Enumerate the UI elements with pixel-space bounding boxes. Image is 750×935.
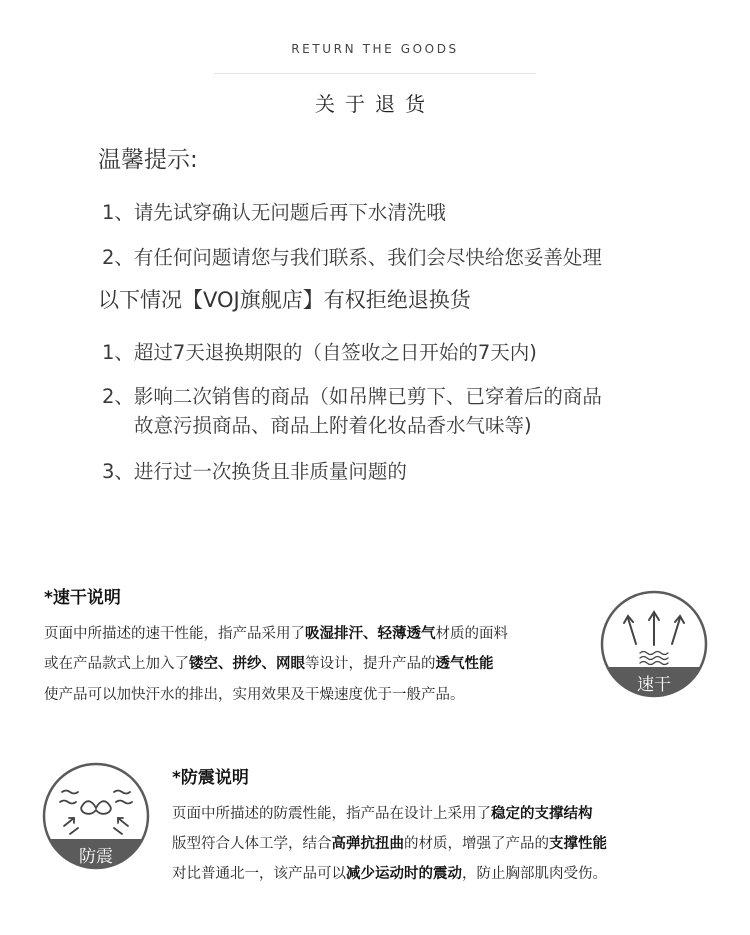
body-text: 的材质，增强了产品的 xyxy=(404,836,549,852)
body-text: 材质的面料 xyxy=(435,626,508,642)
emphasis-text: 稳定的支撑结构 xyxy=(491,806,593,822)
quick-dry-icon xyxy=(600,590,708,698)
tips-title: 温馨提示: xyxy=(98,147,198,173)
no-return-title: 以下情况【VOJ旗舰店】有权拒绝退换货 xyxy=(98,288,471,312)
tips-item: 1、请先试穿确认无问题后再下水清洗哦 xyxy=(102,201,446,224)
shockproof-icon-label: 防震 xyxy=(79,847,113,867)
emphasis-text: 支撑性能 xyxy=(549,836,607,852)
quick-dry-line xyxy=(44,683,465,704)
body-text: ，防止胸部肌肉受伤。 xyxy=(462,866,607,882)
emphasis-text: 减少运动时的震动 xyxy=(346,866,462,882)
shockproof-line xyxy=(172,832,607,853)
quick-dry-line xyxy=(44,652,494,673)
no-return-item-continued: 故意污损商品、商品上附着化妆品香水气味等) xyxy=(134,414,532,437)
emphasis-text: 吸湿排汗、轻薄透气 xyxy=(305,626,436,642)
header-divider xyxy=(214,73,536,74)
no-return-item: 3、进行过一次换货且非质量问题的 xyxy=(102,460,407,483)
emphasis-text: 镂空、拼纱、网眼 xyxy=(189,656,305,672)
quick-dry-title: *速干说明 xyxy=(44,588,121,608)
body-text: 或在产品款式上加入了 xyxy=(44,656,189,672)
body-text: 页面中所描述的速干性能，指产品采用了 xyxy=(44,626,305,642)
emphasis-text: 透气性能 xyxy=(435,656,494,672)
body-text: 页面中所描述的防震性能，指产品在设计上采用了 xyxy=(172,806,491,822)
emphasis-text: 高弹抗扭曲 xyxy=(331,836,404,852)
header-title-en: RETURN THE GOODS xyxy=(291,42,459,56)
no-return-item: 1、超过7天退换期限的（自签收之日开始的7天内) xyxy=(102,341,537,364)
shockproof-line xyxy=(172,862,607,883)
page-title: 关于退货 xyxy=(315,92,435,116)
shockproof-line xyxy=(172,802,593,823)
shockproof-icon xyxy=(42,762,150,870)
tips-item: 2、有任何问题请您与我们联系、我们会尽快给您妥善处理 xyxy=(102,246,602,269)
quick-dry-icon-label: 速干 xyxy=(637,675,671,695)
body-text: 使产品可以加快汗水的排出，实用效果及干燥速度优于一般产品。 xyxy=(44,687,465,703)
body-text: 版型符合人体工学，结合 xyxy=(172,836,332,852)
quick-dry-line xyxy=(44,622,508,643)
shockproof-title: *防震说明 xyxy=(172,768,249,788)
no-return-item: 2、影响二次销售的商品（如吊牌已剪下、已穿着后的商品 xyxy=(102,385,602,408)
body-text: 等设计，提升产品的 xyxy=(305,656,436,672)
body-text: 对比普通北一，该产品可以 xyxy=(172,866,346,882)
